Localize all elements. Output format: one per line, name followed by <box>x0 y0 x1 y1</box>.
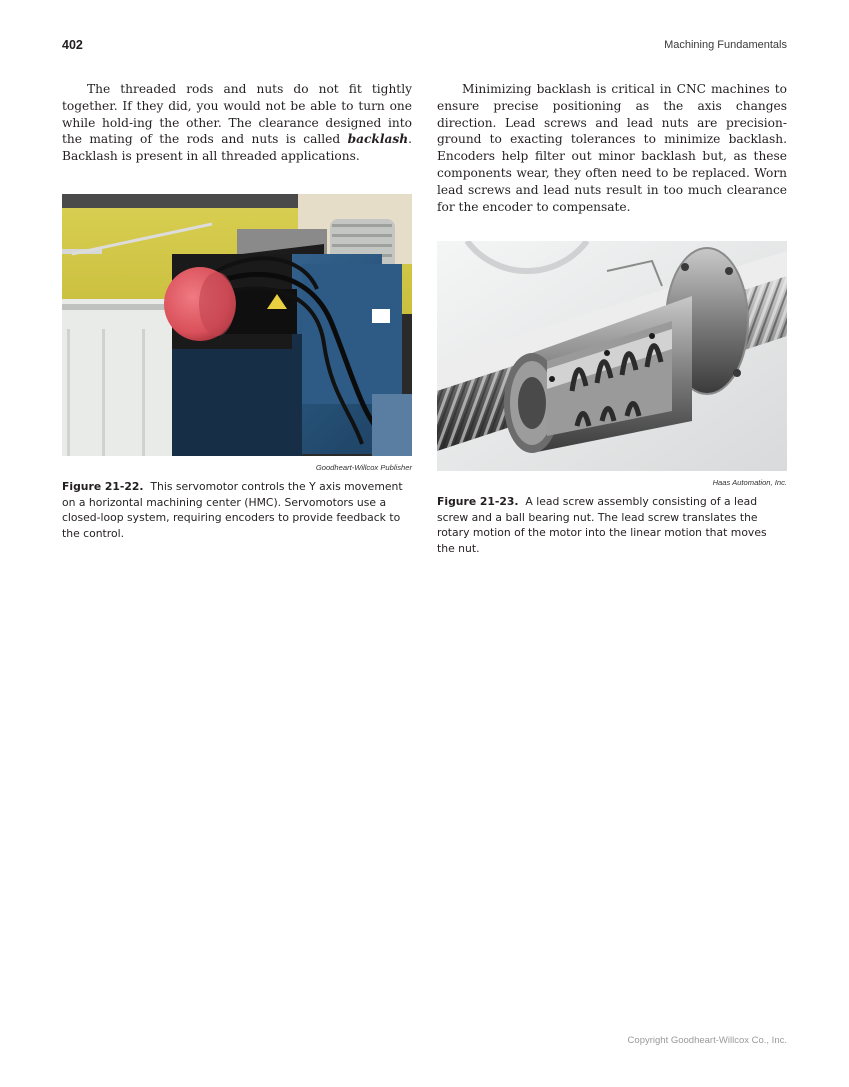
figure-caption-text: This servomotor controls the Y axis movement on a horizontal machining center (HMC). Servomotors use a closed-loop system, requiring encoders to provide feedback to the control. <box>62 480 403 540</box>
figure-credit: Goodheart-Willcox Publisher <box>315 463 412 472</box>
figure-label: Figure 21-23. <box>437 495 519 508</box>
figure-caption <box>437 494 787 556</box>
figure-caption-text: A lead screw assembly consisting of a lead screw and a ball bearing nut. The lead screw translates the rotary motion of the motor into the linear motion that moves the nut. <box>437 495 767 555</box>
lead-screw-photo <box>437 241 787 471</box>
paragraph-text-end: . Backlash is present in all threaded applications. <box>62 132 412 164</box>
servomotor-illustration <box>62 194 412 456</box>
figure-credit: Haas Automation, Inc. <box>712 478 787 487</box>
servomotor-photo <box>62 194 412 456</box>
backlash-term: backlash <box>347 132 409 147</box>
copyright-footer: Copyright Goodheart-Willcox Co., Inc. <box>627 1035 787 1046</box>
left-body-paragraph <box>62 81 412 165</box>
page-number: 402 <box>62 38 83 52</box>
right-body-paragraph: Minimizing backlash is critical in CNC machines to ensure precise positioning as the axis changes direction. Lead screws and lead nuts are precision-ground to exacting tolerances to minimize backlash. Encoders help filter out minor backlash but, as these components wear, they often need to be replaced. Worn lead screws and lead nuts result in too much clearance for the encoder to compensate. <box>437 82 787 214</box>
paragraph-text-start: The threaded rods and nuts do not fit tightly together. If they did, you would not be able to turn one while hold-ing the other. The clearance designed into the mating of the rods and nuts is called <box>62 82 412 147</box>
lead-screw-illustration <box>437 241 787 471</box>
figure-caption <box>62 479 412 541</box>
running-title: Machining Fundamentals <box>664 39 787 51</box>
figure-label: Figure 21-22. <box>62 480 144 493</box>
